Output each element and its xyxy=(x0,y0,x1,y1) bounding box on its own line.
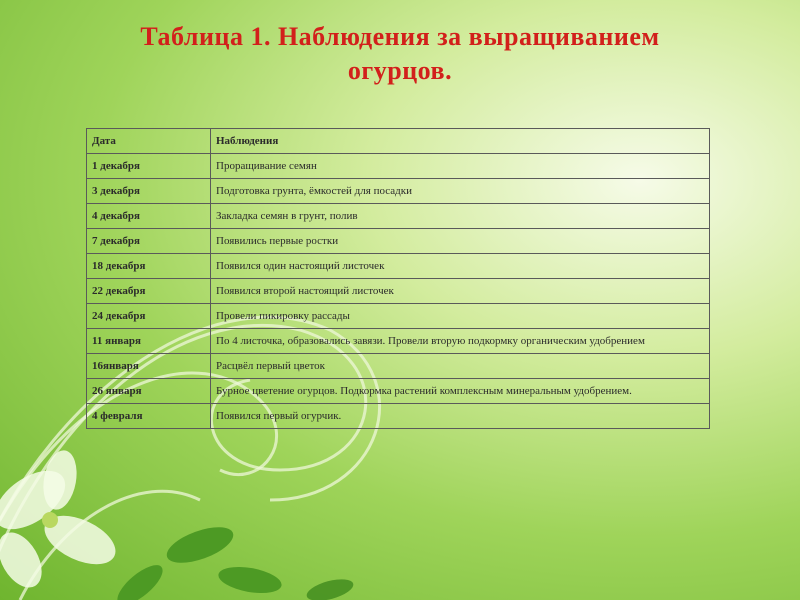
row-note: Закладка семян в грунт, полив xyxy=(211,204,710,229)
observations-table xyxy=(86,128,710,429)
header-observations: Наблюдения xyxy=(211,129,710,154)
row-note: По 4 листочка, образовались завязи. Провели вторую подкормку органическим удобрением xyxy=(211,329,710,354)
table-row xyxy=(87,354,710,379)
row-note: Появился второй настоящий листочек xyxy=(211,279,710,304)
table-row xyxy=(87,379,710,404)
page-title xyxy=(0,20,800,88)
title-line-2: огурцов. xyxy=(347,56,453,85)
row-date: 22 декабря xyxy=(87,279,211,304)
row-note: Расцвёл первый цветок xyxy=(211,354,710,379)
table-row xyxy=(87,204,710,229)
row-date: 11 января xyxy=(87,329,211,354)
row-date: 3 декабря xyxy=(87,179,211,204)
header-date: Дата xyxy=(87,129,211,154)
table-row xyxy=(87,329,710,354)
row-date: 26 января xyxy=(87,379,211,404)
table-row xyxy=(87,304,710,329)
row-date: 4 февраля xyxy=(87,404,211,429)
row-date: 1 декабря xyxy=(87,154,211,179)
row-note: Появились первые ростки xyxy=(211,229,710,254)
row-note: Появился первый огурчик. xyxy=(211,404,710,429)
row-note: Бурное цветение огурцов. Подкормка растений комплексным минеральным удобрением. xyxy=(211,379,710,404)
row-note: Проращивание семян xyxy=(211,154,710,179)
title-line-1: Таблица 1. Наблюдения за выращиванием xyxy=(140,22,660,51)
table-row xyxy=(87,404,710,429)
row-note: Провели пикировку рассады xyxy=(211,304,710,329)
row-date: 24 декабря xyxy=(87,304,211,329)
table-header-row xyxy=(87,129,710,154)
row-date: 18 декабря xyxy=(87,254,211,279)
row-date: 16января xyxy=(87,354,211,379)
table-row xyxy=(87,154,710,179)
table-row xyxy=(87,279,710,304)
row-note: Появился один настоящий листочек xyxy=(211,254,710,279)
row-date: 4 декабря xyxy=(87,204,211,229)
row-date: 7 декабря xyxy=(87,229,211,254)
table-row xyxy=(87,254,710,279)
row-note: Подготовка грунта, ёмкостей для посадки xyxy=(211,179,710,204)
table-row xyxy=(87,179,710,204)
table-row xyxy=(87,229,710,254)
